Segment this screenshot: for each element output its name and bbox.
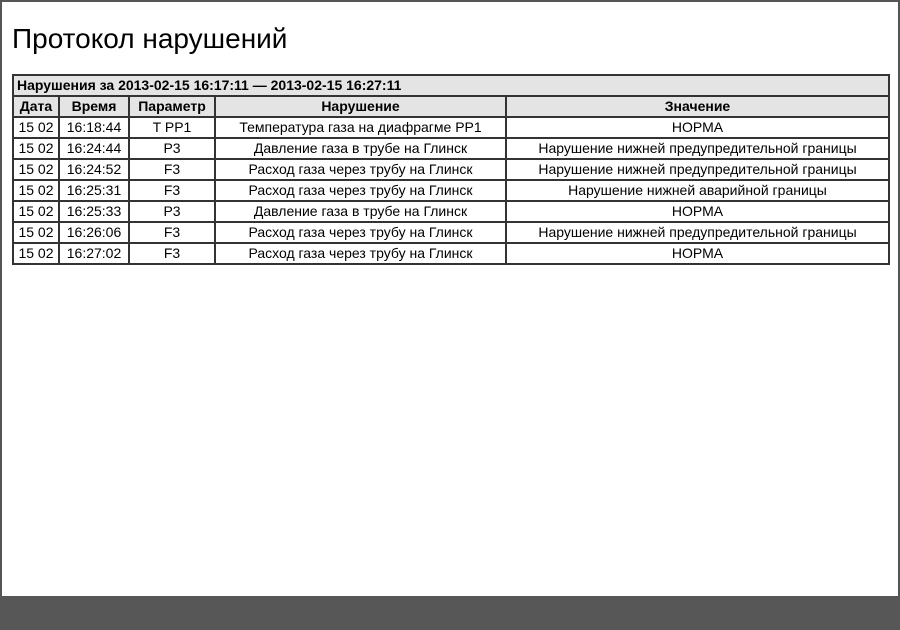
cell-date: 15 02 (13, 159, 59, 180)
cell-violation: Давление газа в трубе на Глинск (215, 201, 506, 222)
cell-parameter: F3 (129, 159, 215, 180)
cell-parameter: T PP1 (129, 117, 215, 138)
cell-parameter: F3 (129, 180, 215, 201)
cell-parameter: F3 (129, 222, 215, 243)
cell-parameter: P3 (129, 138, 215, 159)
table-row (13, 159, 889, 180)
cell-time: 16:25:31 (59, 180, 129, 201)
cell-value: НОРМА (506, 117, 889, 138)
cell-time: 16:27:02 (59, 243, 129, 264)
cell-violation: Расход газа через трубу на Глинск (215, 243, 506, 264)
cell-violation: Расход газа через трубу на Глинск (215, 159, 506, 180)
cell-date: 15 02 (13, 117, 59, 138)
table-row (13, 180, 889, 201)
cell-violation: Давление газа в трубе на Глинск (215, 138, 506, 159)
table-caption: Нарушения за 2013-02-15 16:17:11 — 2013-02-15 16:27:11 (13, 75, 889, 96)
table-caption-row (13, 75, 889, 96)
cell-value: Нарушение нижней аварийной границы (506, 180, 889, 201)
column-header-date: Дата (13, 96, 59, 117)
table-row (13, 222, 889, 243)
table-row (13, 243, 889, 264)
cell-violation: Расход газа через трубу на Глинск (215, 180, 506, 201)
cell-date: 15 02 (13, 201, 59, 222)
page-title: Протокол нарушений (12, 23, 288, 54)
cell-date: 15 02 (13, 222, 59, 243)
cell-value: НОРМА (506, 201, 889, 222)
cell-violation: Температура газа на диафрагме PP1 (215, 117, 506, 138)
violations-table (12, 74, 890, 265)
cell-parameter: F3 (129, 243, 215, 264)
cell-parameter: P3 (129, 201, 215, 222)
cell-value: НОРМА (506, 243, 889, 264)
column-header-time: Время (59, 96, 129, 117)
column-header-parameter: Параметр (129, 96, 215, 117)
cell-value: Нарушение нижней предупредительной границы (506, 222, 889, 243)
cell-value: Нарушение нижней предупредительной границы (506, 159, 889, 180)
cell-date: 15 02 (13, 243, 59, 264)
cell-time: 16:26:06 (59, 222, 129, 243)
cell-time: 16:25:33 (59, 201, 129, 222)
cell-date: 15 02 (13, 138, 59, 159)
cell-value: Нарушение нижней предупредительной границы (506, 138, 889, 159)
cell-date: 15 02 (13, 180, 59, 201)
bottom-bar (0, 596, 900, 630)
column-header-value: Значение (506, 96, 889, 117)
cell-time: 16:24:44 (59, 138, 129, 159)
cell-time: 16:18:44 (59, 117, 129, 138)
cell-time: 16:24:52 (59, 159, 129, 180)
cell-violation: Расход газа через трубу на Глинск (215, 222, 506, 243)
table-header-row (13, 96, 889, 117)
table-row (13, 138, 889, 159)
table-row (13, 117, 889, 138)
table-row (13, 201, 889, 222)
column-header-violation: Нарушение (215, 96, 506, 117)
